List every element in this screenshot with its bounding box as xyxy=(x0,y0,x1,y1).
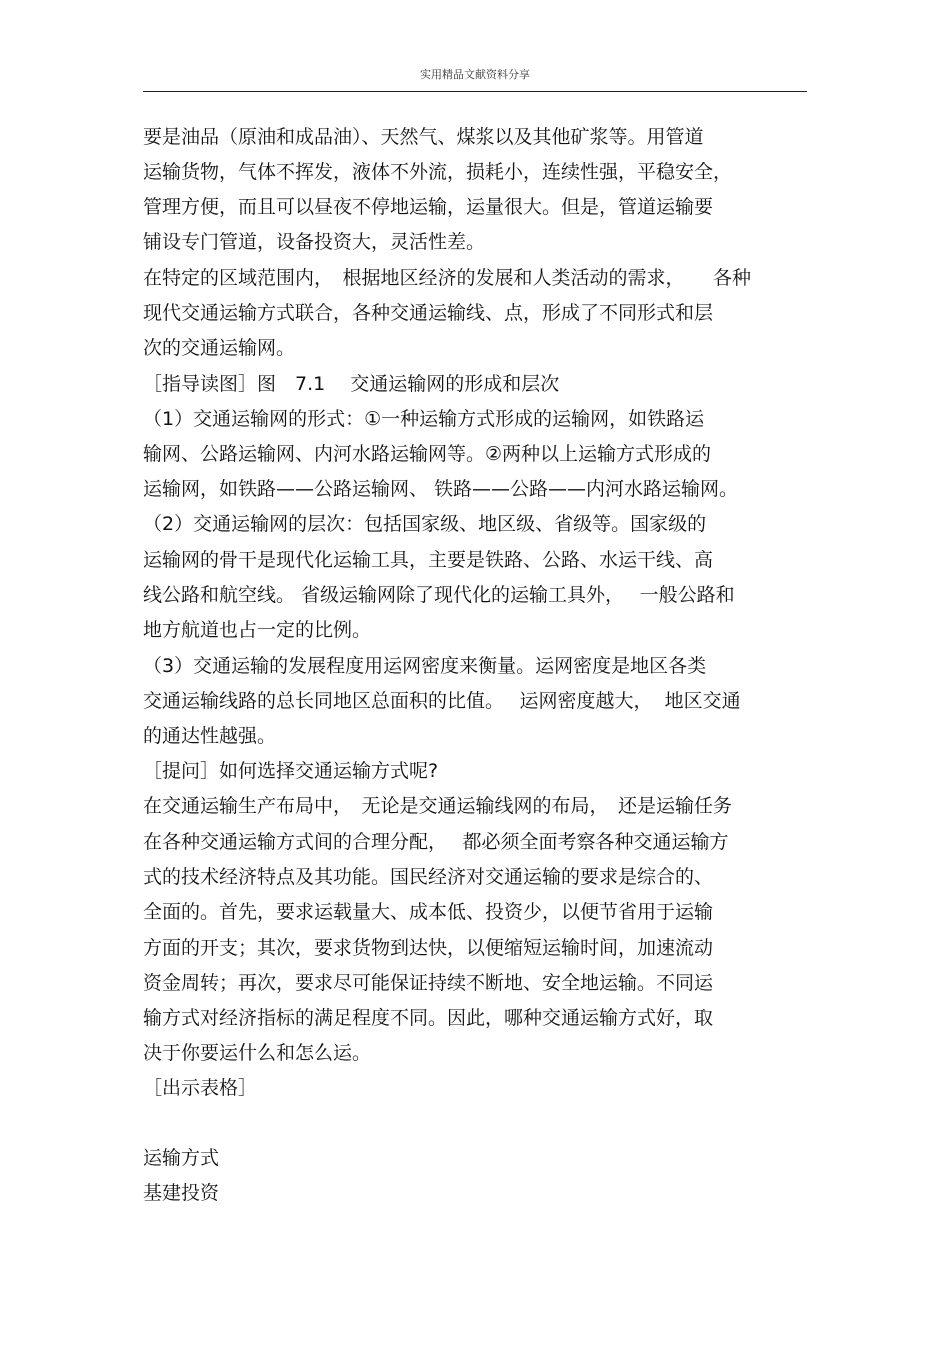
text-line: ［出示表格］ xyxy=(143,1077,258,1099)
table-label: 运输方式 xyxy=(143,1147,220,1169)
text-line: （1）交通运输网的形式：①一种运输方式形成的运输网，如铁路运 xyxy=(143,408,705,430)
text-line: ［提问］如何选择交通运输方式呢? xyxy=(143,760,439,782)
text-line: 交通运输线路的总长同地区总面积的比值。 运网密度越大， 地区交通 xyxy=(143,690,741,712)
text-line: 输网、公路运输网、内河水路运输网等。②两种以上运输方式形成的 xyxy=(143,443,712,465)
text-line: 次的交通运输网。 xyxy=(143,337,296,359)
text-line: 运输网，如铁路——公路运输网、 铁路——公路——内河水路运输网。 xyxy=(143,478,739,500)
text-line: 在各种交通运输方式间的合理分配， 都必须全面考察各种交通运输方 xyxy=(143,831,729,853)
text-line: 资金周转；再次，要求尽可能保证持续不断地、安全地运输。不同运 xyxy=(143,972,714,994)
text-line: 地方航道也占一定的比例。 xyxy=(143,619,372,641)
text-line: 方面的开支；其次，要求货物到达快，以便缩短运输时间，加速流动 xyxy=(143,937,714,959)
text-line: 运输网的骨干是现代化运输工具，主要是铁路、公路、水运干线、高 xyxy=(143,549,714,571)
page-header: 实用精品文献资料分享 xyxy=(420,68,530,81)
text-line: 管理方便，而且可以昼夜不停地运输，运量很大。但是，管道运输要 xyxy=(143,196,714,218)
text-line: 线公路和航空线。 省级运输网除了现代化的运输工具外， 一般公路和 xyxy=(143,584,735,606)
text-line: ［指导读图］图 7.1 交通运输网的形成和层次 xyxy=(143,373,560,395)
text-line: 铺设专门管道，设备投资大，灵活性差。 xyxy=(143,231,486,253)
text-line: 在特定的区域范围内， 根据地区经济的发展和人类活动的需求， 各种 xyxy=(143,267,752,289)
text-line: 全面的。首先，要求运载量大、成本低、投资少，以便节省用于运输 xyxy=(143,901,714,923)
text-line: （2）交通运输网的层次：包括国家级、地区级、省级等。国家级的 xyxy=(143,513,707,535)
text-line: 在交通运输生产布局中， 无论是交通运输线网的布局， 还是运输任务 xyxy=(143,795,733,817)
text-line: 输方式对经济指标的满足程度不同。因此，哪种交通运输方式好，取 xyxy=(143,1007,714,1029)
text-line: 要是油品（原油和成品油）、天然气、煤浆以及其他矿浆等。用管道 xyxy=(143,126,704,148)
text-line: 现代交通运输方式联合，各种交通运输线、点，形成了不同形式和层 xyxy=(143,302,714,324)
table-label: 基建投资 xyxy=(143,1182,220,1204)
text-line: 决于你要运什么和怎么运。 xyxy=(143,1042,372,1064)
text-line: 的通达性越强。 xyxy=(143,725,277,747)
header-divider xyxy=(143,91,807,92)
text-line: 式的技术经济特点及其功能。国民经济对交通运输的要求是综合的、 xyxy=(143,866,714,888)
text-line: （3）交通运输的发展程度用运网密度来衡量。运网密度是地区各类 xyxy=(143,655,707,677)
text-line: 运输货物，气体不挥发，液体不外流，损耗小，连续性强，平稳安全， xyxy=(143,161,733,183)
